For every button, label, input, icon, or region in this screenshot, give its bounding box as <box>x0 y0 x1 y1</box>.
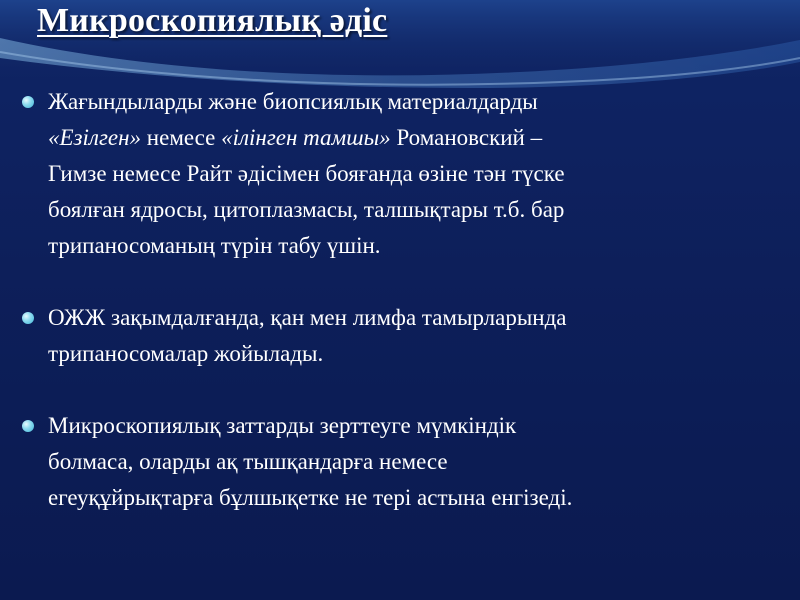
bullet-1-mid: немесе <box>141 125 222 150</box>
bullet-item-3 <box>22 408 782 516</box>
bullet-1-line-3: Гимзе немесе Райт әдісімен бояғанда өзіне тән түске <box>48 161 565 186</box>
bullet-3-line-1: Микроскопиялық заттарды зерттеуге мүмкіндік <box>48 413 517 438</box>
bullet-3-line-3: егеуқұйрықтарға бұлшықетке не тері астына енгізеді. <box>48 485 573 510</box>
bullet-2-line-2: трипаносомалар жойылады. <box>48 341 324 366</box>
bullet-1-quote-2: «ілінген тамшы» <box>221 125 391 150</box>
slide-title: Микроскопиялық әдіс <box>37 2 388 39</box>
bullet-dot-icon <box>22 420 34 432</box>
bullet-1-line-5: трипаносоманың түрін табу үшін. <box>48 233 381 258</box>
bullet-3-line-2: болмаса, оларды ақ тышқандарға немесе <box>48 449 448 474</box>
bullet-list <box>22 84 782 516</box>
bullet-item-1 <box>22 84 782 264</box>
bullet-1-line-2 <box>48 120 782 156</box>
bullet-1-line-4: боялған ядросы, цитоплазмасы, талшықтары т.б. бар <box>48 197 565 222</box>
bullet-1-line-1: Жағындыларды және биопсиялық материалдарды <box>48 89 538 114</box>
bullet-1-quote-1: «Езілген» <box>48 125 142 150</box>
bullet-2-line-1: ОЖЖ зақымдалғанда, қан мен лимфа тамырларында <box>48 305 567 330</box>
bullet-item-2 <box>22 300 782 372</box>
bullet-dot-icon <box>22 312 34 324</box>
bullet-1-end: Романовский – <box>390 125 543 150</box>
bullet-dot-icon <box>22 96 34 108</box>
